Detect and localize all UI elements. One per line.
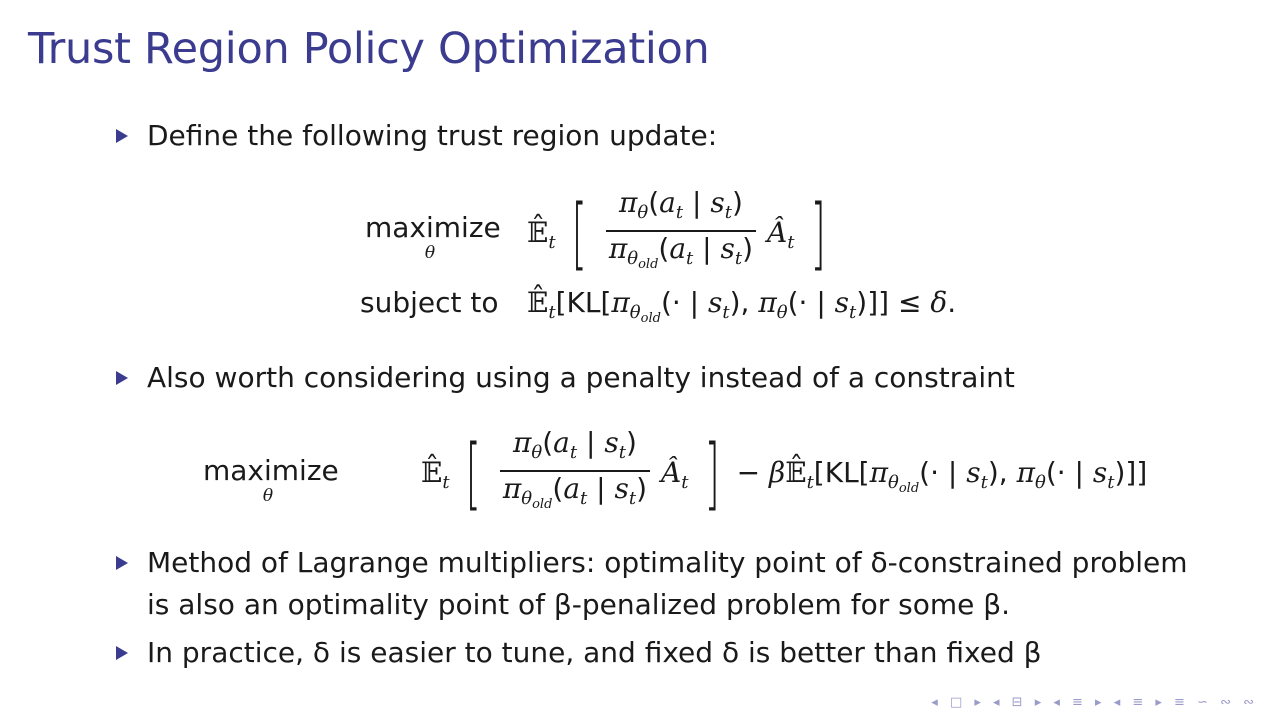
constraint-expression: $𝔼̂_t[KL[\pi_{\theta_{old}}(\cdot$ | $s_t$), $\pi_\theta(\cdot$ | $s_t)]] \le \delta$. (527, 286, 957, 326)
bullet-3-text-cont: is also an optimality point of β-penalized problem for some β. (147, 588, 1011, 621)
objective-expression: $𝔼̂_t$ [ $\frac{\pi_\theta(a_t | s_t)}{\pi_{\theta_{old}}(a_t | s_t)}$ $Â_t$ ] (527, 186, 834, 282)
bullet-2-text: Also worth considering using a penalty instead of a constraint (147, 361, 1015, 394)
bullet-3-text: Method of Lagrange multipliers: optimality point of δ-constrained problem (147, 546, 1188, 579)
bullet-marker (116, 129, 128, 143)
importance-ratio: $\frac{\pi_\theta(a_t | s_t)}{\pi_{\theta_{old}}(a_t | s_t)}$ (606, 186, 756, 282)
beamer-navigation-symbols[interactable]: ◂ □ ▸ ◂ ⊟ ▸ ◂ ≡ ▸ ◂ ≡ ▸ ≡ ∽ ∾ ∾ (931, 695, 1258, 710)
bullet-1-text: Define the following trust region update: (147, 119, 718, 152)
maximize-operator: maximize θ (365, 211, 501, 263)
bullet-marker (116, 371, 128, 385)
penalized-objective: $𝔼̂_t$ [ $\frac{\pi_\theta(a_t | s_t)}{\pi_{\theta_{old}}(a_t | s_t)}$ $Â_t$ ] − $\beta 𝔼̂_t[KL[\pi_{\theta_{old}}(\cdot$ | $s_t$), $\pi_\theta(\cdot$ | $s_t$)]] (421, 426, 1148, 519)
subject-to-label: subject to (360, 286, 499, 319)
bullet-marker (116, 556, 128, 570)
slide-title: Trust Region Policy Optimization (28, 24, 710, 74)
maximize-operator: maximize θ (203, 454, 339, 506)
bullet-marker (116, 646, 128, 660)
bullet-4-text: In practice, δ is easier to tune, and fixed δ is better than fixed β (147, 636, 1042, 669)
